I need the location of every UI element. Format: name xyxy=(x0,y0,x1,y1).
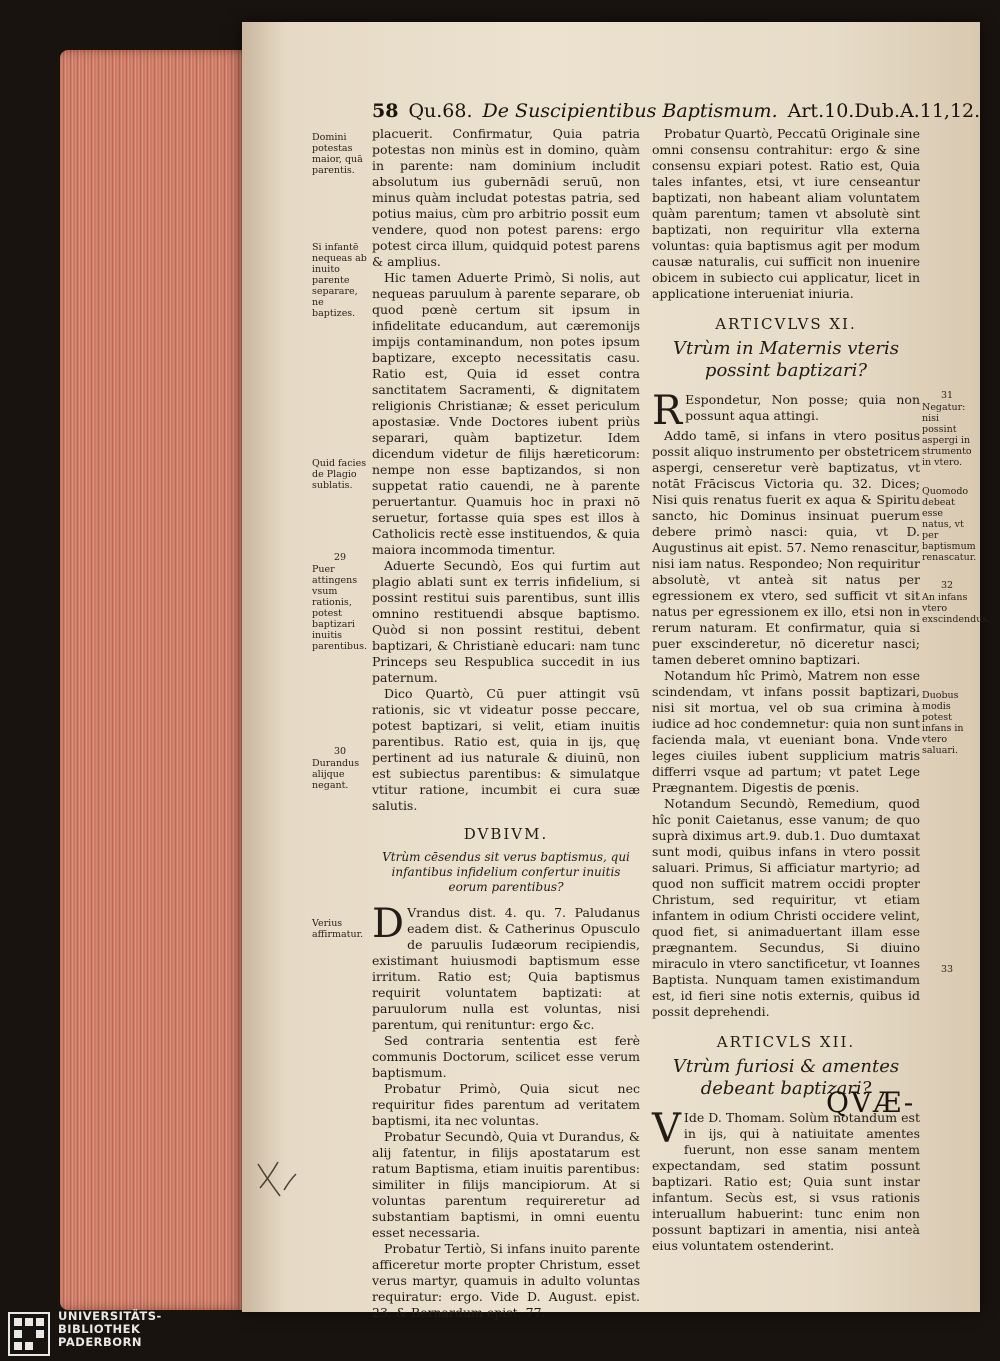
running-header xyxy=(372,100,981,122)
paragraph: Dico Quartò, Cū puer attingit vsū rationis, sic vt videatur posse peccare, potest baptizari, si velit, etiam inuitis parentibus. Ratio est, quia in ijs, quę pertinent ad ius naturale & diuinū, non est subiectus parentibus: & simulatque vtitur ratione, incumbit ei cura suæ salutis. xyxy=(372,686,640,813)
paragraph: Vrandus dist. 4. qu. 7. Paludanus eadem dist. & Catherinus Opusculo de paruulis Iudæorum recipiendis, existimant huiusmodi baptismum esse irritum. Ratio est; Quia baptismus requirit voluntatem baptizati: at paruulorum nulla est voluntas, nisi parentum, qui renituntur: ergo &c. xyxy=(372,905,640,1032)
drop-cap: D xyxy=(372,901,405,947)
paragraph: Aduerte Secundò, Eos qui furtim aut plagio ablati sunt ex terris infidelium, si possint restitui suis parentibus, sunt illis omnino restituendi absque baptismo. Quòd si non possint restitui, debent baptizari, & Christianè educari: nam tunc Princeps seu Respublica succedit in ius paternum. xyxy=(372,558,640,685)
paragraph: Sed contraria sententia est ferè communis Doctorum, scilicet esse verum baptismum. xyxy=(372,1033,640,1080)
drop-cap: R xyxy=(652,388,683,434)
library-name xyxy=(58,1310,162,1349)
margin-note: Durandus alijque negant. xyxy=(312,758,360,791)
margin-number: 29 xyxy=(333,552,347,563)
margin-note: Duobus modis potest infans in vtero saluari. xyxy=(922,690,964,756)
article-question: Vtrùm in Maternis vteris possint baptizari? xyxy=(673,338,899,381)
margin-note: An infans vtero exscindendus. xyxy=(922,592,991,625)
library-name-line: BIBLIOTHEK xyxy=(58,1322,141,1336)
catchword: QVÆ- xyxy=(826,1086,916,1119)
article-heading: ARTICVLS XII. xyxy=(716,1033,856,1051)
margin-number: 32 xyxy=(940,580,954,591)
paragraph: placuerit. Confirmatur, Quia patria potestas non minùs est in domino, quàm in parente: nam dominium includit absolutum ius gubernādi seruū, non minus quàm includat potestas patria, sed potius maius, cùm pro arbitrio possit eum vendere, quod non potest parens: ergo potest circa illum, quidquid potest parens & amplius. xyxy=(372,126,640,269)
paragraph: Addo tamē, si infans in vtero positus possit aliquo instrumento per obstetricem aspergi, censeretur verè baptizatus, vt notāt Frāciscus Victoria qu. 32. Dices; Nisi quis renatus fuerit ex aqua & Spiritu sancto, hic Dominus insinuat puerum debere primò nasci: quia, vt D. Augustinus ait epist. 57. Nemo renascitur, nisi iam natus. Respondeo; Non requiritur absolutè, vt anteà sit natus per egressionem ex vtero, sed sufficit vt sit natus per egressionem ex illo, etsi non in rerum naturam. Et confirmatur, quia si puer exscinderetur, nō diceretur nasci; tamen deberet omnino baptizari. xyxy=(652,428,920,667)
left-column xyxy=(372,126,640,1321)
paragraph: Probatur Tertiò, Si infans inuito parente afficeretur morte propter Christum, esset verus martyr, quamuis in adulto voluntas requiratur: ergo. Vide D. August. epist. 23. & Bernardum epist. 77. xyxy=(372,1241,640,1320)
dubium-question: Vtrùm cēsendus sit verus baptismus, qui infantibus infidelium confertur inuitis eorum parentibus? xyxy=(382,850,630,894)
right-column xyxy=(652,126,920,1254)
library-name-line: UNIVERSITÄTS- xyxy=(58,1309,162,1323)
margin-note: Negatur: nisi possint aspergi in strumento in vtero. xyxy=(922,402,972,468)
margin-note: Si infantē nequeas ab inuito parente separare, ne baptizes. xyxy=(312,242,367,319)
header-title: De Suscipientibus Baptismum. xyxy=(482,100,778,122)
paragraph: Notandum hîc Primò, Matrem non esse scindendam, vt infans possit baptizari, nisi sit mortua, vel ob sua crimina à iudice ad hoc condemnetur: quia non sunt facienda mala, vt eueniant bona. Vnde leges ciuiles iubent supplicium matris differri vsque ad partum; vt patet Lege Prægnantem. Digestis de pœnis. xyxy=(652,668,920,795)
header-article: Art.10.Dub.A.11,12. xyxy=(787,100,981,122)
drop-cap: V xyxy=(652,1106,681,1152)
article-heading: ARTICVLVS XI. xyxy=(715,315,857,333)
margin-number: 33 xyxy=(940,964,954,975)
paragraph: Probatur Secundò, Quia vt Durandus, & alij fatentur, in filijs apostatarum est ratum Baptisma, etiam inuitis parentibus: similiter in filijs mancipiorum. At si voluntas parentum requireretur ad substantiam baptismi, in omni euentu esset necessaria. xyxy=(372,1129,640,1240)
margin-number: 30 xyxy=(333,746,347,757)
paragraph: Hic tamen Aduerte Primò, Si nolis, aut nequeas paruulum à parente separare, ob quod pœnè certum sit ipsum in infidelitate educandum, aut cæremonijs impijs contaminandum, non potes ipsum baptizare, excepto necessitatis casu. Ratio est, Quia id esset contra sanctitatem Sacramenti, & dignitatem religionis Christianæ; & esset periculum apostasiæ. Vnde Doctores iubent priùs separari, quàm baptizetur. Idem dicendum videtur de filijs hæreticorum: nempe non esse baptizandos, si non suppetat ratio cauendi, ne à parente peruertantur. Quamuis hoc in praxi nō seruetur, fortasse quia spes est illos à Catholicis rectè esse instituendos, & quia maiora incommoda timentur. xyxy=(372,270,640,557)
paragraph: Notandum Secundò, Remedium, quod hîc ponit Caietanus, esse vanum; de quo suprà diximus art.9. dub.1. Duo dumtaxat sunt modi, quibus infans in vtero possit saluari. Primus, Si afficiatur martyrio; ad quod non sufficit matrem occidi propter Christum, sed requiritur, vt etiam infantem in odium Christi occidere velint, quod fiet, si animaduertant illam esse prægnantem. Secundus, Si diuino miraculo in vtero sanctificetur, vt Ioannes Baptista. Nunquam tamen existimandum est, id fieri sine notis externis, quibus id possit deprehendi. xyxy=(652,796,920,1019)
margin-note: Verius affirmatur. xyxy=(312,918,364,940)
dubium-heading: DVBIVM. xyxy=(463,825,549,843)
margin-note: Puer attingens vsum rationis, potest baptizari inuitis parentibus. xyxy=(312,564,367,652)
margin-note: Quid facies de Plagio sublatis. xyxy=(312,458,367,491)
pencil-marks xyxy=(250,1150,310,1210)
question-number: Qu.68. xyxy=(408,100,473,122)
paragraph: Probatur Quartò, Peccatū Originale sine omni consensu contrahitur: ergo & sine consensu expiari potest. Ratio est, Quia tales infantes, etsi, vt iure censeantur baptizati, non habeant aliam voluntatem quàm parentum; tamen vt absolutè sint baptizati, non requiritur vlla externa voluntas: quia baptismus agit per modum causæ naturalis, cui sufficit non inuenire obicem in subiecto cui applicatur, licet in applicatione interueniat iniuria. xyxy=(652,126,920,301)
page-number: 58 xyxy=(372,100,399,122)
margin-note: Domini potestas maior, quā parentis. xyxy=(312,132,363,176)
library-logo-icon xyxy=(8,1312,50,1356)
paragraph: Espondetur, Non posse; quia non possunt aqua attingi. xyxy=(685,392,920,423)
article-question: Vtrùm furiosi & amentes debeant baptizari? xyxy=(672,1056,900,1099)
book-fore-edge xyxy=(60,50,256,1310)
margin-note: Quomodo debeat esse natus, vt per baptismum renascatur. xyxy=(922,486,977,563)
library-name-line: PADERBORN xyxy=(58,1335,143,1349)
paragraph: Ide D. Thomam. Solùm notandum est in ijs, qui à natiuitate amentes fuerunt, non esse sanam mentem expectandam, sed statim possunt baptizari. Ratio est; Quia sunt instar infantum. Secùs est, si vsus rationis interuallum habuerint: tunc enim non possunt baptizari in amentia, nisi anteà eius voluntatem ostenderint. xyxy=(652,1110,920,1253)
paragraph: Probatur Primò, Quia sicut nec requiritur fides parentum ad veritatem baptismi, ita nec voluntas. xyxy=(372,1081,640,1128)
margin-number: 31 xyxy=(940,390,954,401)
